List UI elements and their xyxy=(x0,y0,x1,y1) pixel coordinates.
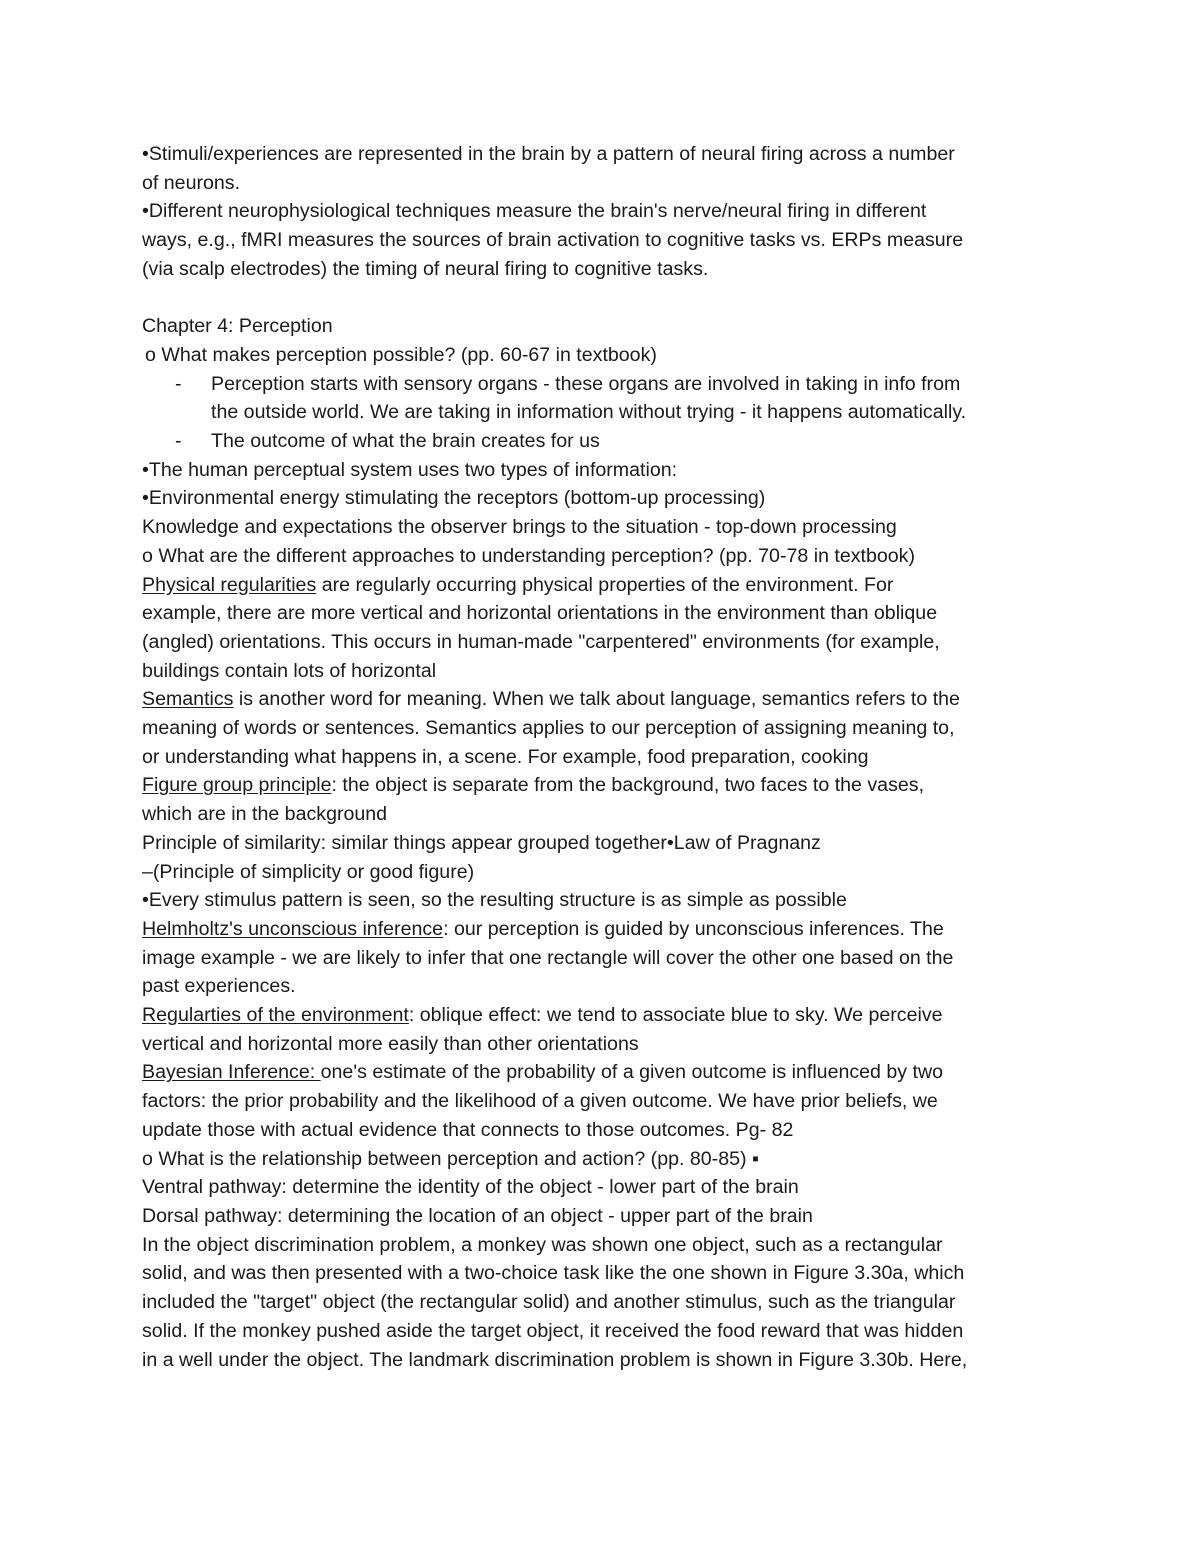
term-definition: are regularly occurring physical properties of the environment. For xyxy=(316,573,894,596)
text-line: Principle of similarity: similar things appear grouped together•Law of Pragnanz xyxy=(142,831,821,854)
question-line: o What makes perception possible? (pp. 60-67 in textbook) xyxy=(145,343,657,366)
text-line: •Every stimulus pattern is seen, so the resulting structure is as simple as possible xyxy=(142,889,847,912)
text-line: solid. If the monkey pushed aside the target object, it received the food reward that was hidden xyxy=(142,1319,964,1342)
text-line: Dorsal pathway: determining the location of an object - upper part of the brain xyxy=(142,1205,813,1227)
term-line xyxy=(142,571,1062,600)
dash-item-text: the outside world. We are taking in information without trying - it happens automatically. xyxy=(211,401,967,424)
text-line: (via scalp electrodes) the timing of neural firing to cognitive tasks. xyxy=(142,257,709,280)
text-line: image example - we are likely to infer that one rectangle will cover the other one based on the xyxy=(142,946,954,969)
text-line: Ventral pathway: determine the identity of the object - lower part of the brain xyxy=(142,1176,799,1199)
dash-list-item-continuation xyxy=(142,398,1062,427)
term-definition: one's estimate of the probability of a given outcome is influenced by two xyxy=(320,1061,944,1084)
term-bayesian-inference: Bayesian Inference: xyxy=(142,1061,321,1084)
term-definition: : our perception is guided by unconscious inferences. The xyxy=(443,917,944,940)
dash-list-item xyxy=(142,370,1062,399)
text-line: or understanding what happens in, a scene. For example, food preparation, cooking xyxy=(142,745,869,768)
text-line: in a well under the object. The landmark discrimination problem is shown in Figure 3.30b. Here, xyxy=(142,1348,968,1371)
text-line: example, there are more vertical and horizontal orientations in the environment than oblique xyxy=(142,602,938,625)
term-regularities-environment: Regularties of the environment xyxy=(142,1004,409,1027)
term-line xyxy=(142,915,1062,944)
term-line xyxy=(142,685,1062,714)
text-line: update those with actual evidence that connects to those outcomes. Pg- 82 xyxy=(142,1118,794,1141)
text-line: In the object discrimination problem, a monkey was shown one object, such as a rectangular xyxy=(142,1233,943,1256)
dash-bullet: - xyxy=(175,372,182,395)
term-line xyxy=(142,1058,1062,1087)
dash-item-text: Perception starts with sensory organs - these organs are involved in taking in info from xyxy=(211,372,961,395)
text-line: included the "target" object (the rectangular solid) and another stimulus, such as the triangular xyxy=(142,1291,956,1314)
dash-item-text: The outcome of what the brain creates for us xyxy=(211,430,600,453)
term-line xyxy=(142,771,1062,800)
question-line: o What are the different approaches to understanding perception? (pp. 70-78 in textbook) xyxy=(142,544,916,567)
text-line: meaning of words or sentences. Semantics applies to our perception of assigning meaning to, xyxy=(142,717,955,740)
term-definition: is another word for meaning. When we talk about language, semantics refers to the xyxy=(233,688,960,711)
text-line: (angled) orientations. This occurs in human-made "carpentered" environments (for example, xyxy=(142,630,940,653)
term-figure-group-principle: Figure group principle xyxy=(142,774,332,797)
term-physical-regularities: Physical regularities xyxy=(142,573,317,596)
text-line: •Environmental energy stimulating the receptors (bottom-up processing) xyxy=(142,487,766,510)
paragraph-gap xyxy=(142,284,1062,313)
text-line: Knowledge and expectations the observer brings to the situation - top-down processing xyxy=(142,516,897,539)
question-line: o What is the relationship between perception and action? (pp. 80-85) ▪ xyxy=(142,1147,759,1170)
term-line xyxy=(142,1001,1062,1030)
chapter-heading: Chapter 4: Perception xyxy=(142,315,333,338)
term-definition: : the object is separate from the background, two faces to the vases, xyxy=(331,774,925,797)
document-body xyxy=(142,140,1062,1374)
dash-bullet: - xyxy=(175,430,182,453)
term-semantics: Semantics xyxy=(142,688,234,711)
text-line: •Stimuli/experiences are represented in the brain by a pattern of neural firing across a number xyxy=(142,143,955,165)
text-line: vertical and horizontal more easily than other orientations xyxy=(142,1032,639,1055)
text-line: •The human perceptual system uses two types of information: xyxy=(142,458,678,481)
text-line: of neurons. xyxy=(142,171,241,194)
text-line: which are in the background xyxy=(142,803,388,826)
text-line: •Different neurophysiological techniques measure the brain's nerve/neural firing in different xyxy=(142,200,927,223)
text-line: ways, e.g., fMRI measures the sources of brain activation to cognitive tasks vs. ERPs measure xyxy=(142,229,964,252)
text-line: past experiences. xyxy=(142,975,296,998)
dash-list-item xyxy=(142,427,1062,456)
text-line: factors: the prior probability and the likelihood of a given outcome. We have prior beliefs, we xyxy=(142,1090,938,1113)
text-line: –(Principle of simplicity or good figure) xyxy=(142,860,475,883)
term-helmholtz-inference: Helmholtz's unconscious inference xyxy=(142,917,444,940)
text-line: solid, and was then presented with a two-choice task like the one shown in Figure 3.30a, which xyxy=(142,1262,965,1285)
term-definition: : oblique effect: we tend to associate blue to sky. We perceive xyxy=(408,1004,943,1027)
text-line: buildings contain lots of horizontal xyxy=(142,659,437,682)
